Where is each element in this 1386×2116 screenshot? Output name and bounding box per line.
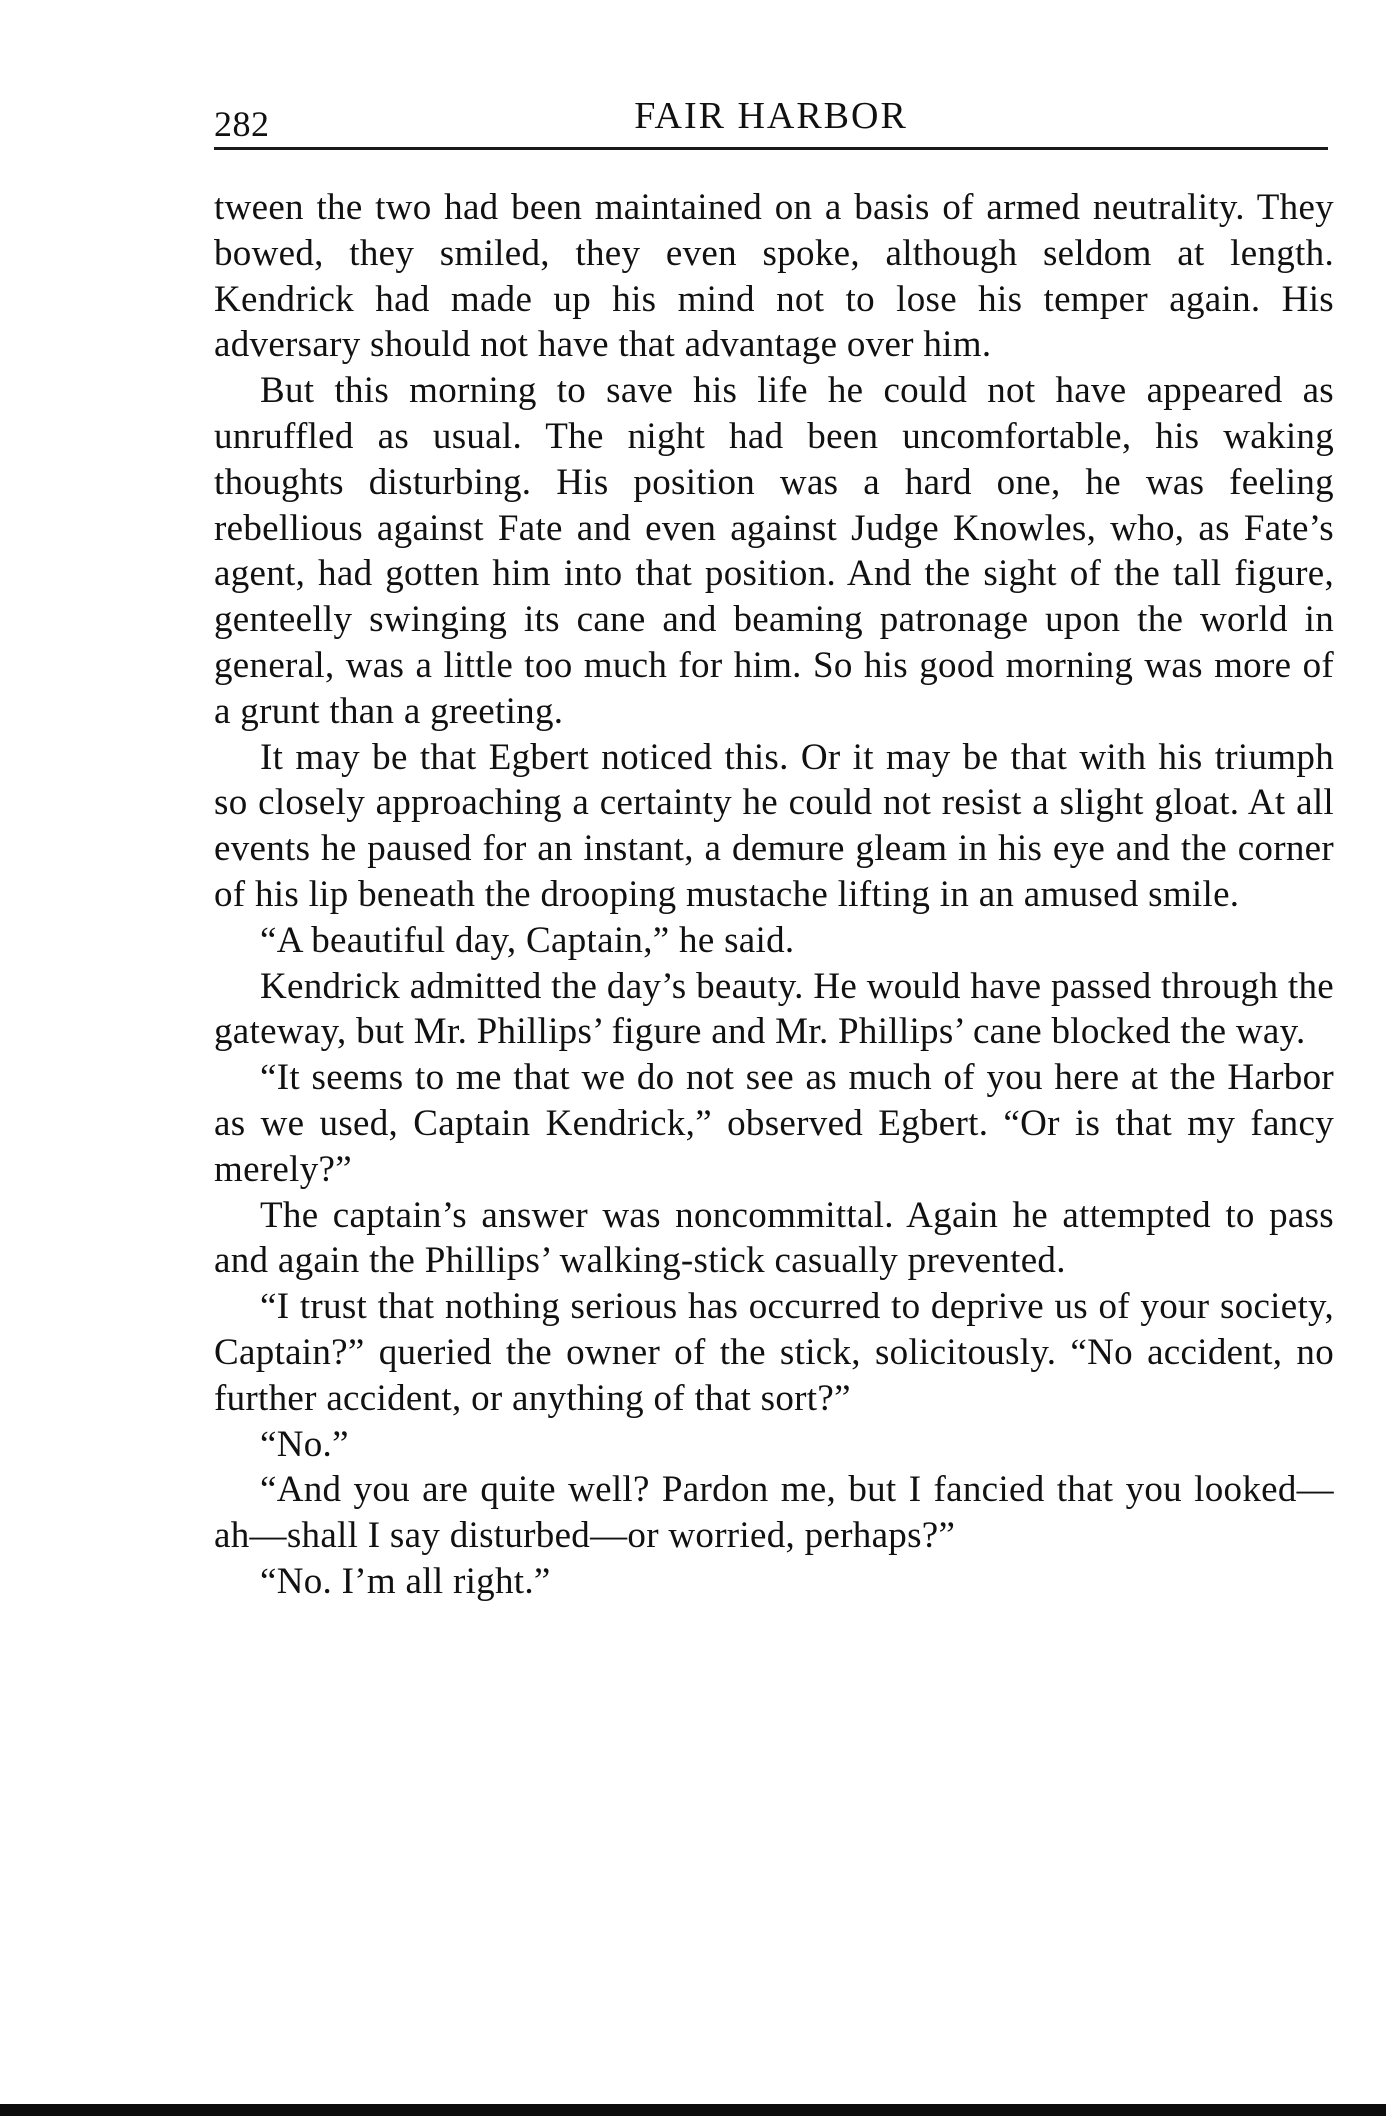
paragraph: It may be that Egbert noticed this. Or it may be that with his triumph so closely approaching a certainty he could not resist a slight gloat. At all events he paused for an instant, a demure gleam in his eye and the corner of his lip beneath the drooping mustache lifting in an amused smile. (214, 736, 1334, 915)
dialogue-paragraph: “No. I’m all right.” (260, 1560, 551, 1602)
dialogue-paragraph: “No.” (260, 1423, 349, 1465)
paragraph: But this morning to save his life he could not have appeared as unruffled as usual. The night had been uncomfortable, his waking thoughts disturbing. His position was a hard one, he was feeling rebellious against Fate and even against Judge Knowles, who, as Fate’s agent, had gotten him into that position. And the sight of the tall figure, genteelly swinging its cane and beaming patronage upon the world in general, was a little too much for him. So his good morning was more of a grunt than a greeting. (214, 370, 1334, 732)
running-head (214, 88, 1328, 150)
header-rule (214, 147, 1328, 150)
paragraph: The captain’s answer was noncommittal. Again he attempted to pass and again the Phillips’ walking-stick casually prevented. (214, 1194, 1334, 1282)
running-title: FAIR HARBOR (634, 95, 908, 137)
dialogue-paragraph: “A beautiful day, Captain,” he said. (260, 919, 795, 961)
dialogue-paragraph: “It seems to me that we do not see as much of you here at the Harbor as we used, Captain Kendrick,” observed Egbert. “Or is that my fancy merely?” (214, 1057, 1334, 1190)
scan-bottom-edge (0, 2104, 1386, 2116)
paragraph-continued: tween the two had been maintained on a basis of armed neutrality. They bowed, they smiled, they even spoke, although seldom at length. Kendrick had made up his mind not to lose his temper again. His adversary should not have that advantage over him. (214, 187, 1334, 366)
dialogue-paragraph: “I trust that nothing serious has occurred to deprive us of your society, Captain?” queried the owner of the stick, solicitously. “No accident, no further accident, or anything of that sort?” (214, 1286, 1334, 1419)
paragraph: Kendrick admitted the day’s beauty. He would have passed through the gateway, but Mr. Phillips’ figure and Mr. Phillips’ cane blocked the way. (214, 965, 1334, 1053)
page-number: 282 (214, 104, 270, 144)
dialogue-paragraph: “And you are quite well? Pardon me, but I fancied that you looked—ah—shall I say disturbed—or worried, perhaps?” (214, 1469, 1334, 1557)
body-text (214, 185, 1334, 1605)
